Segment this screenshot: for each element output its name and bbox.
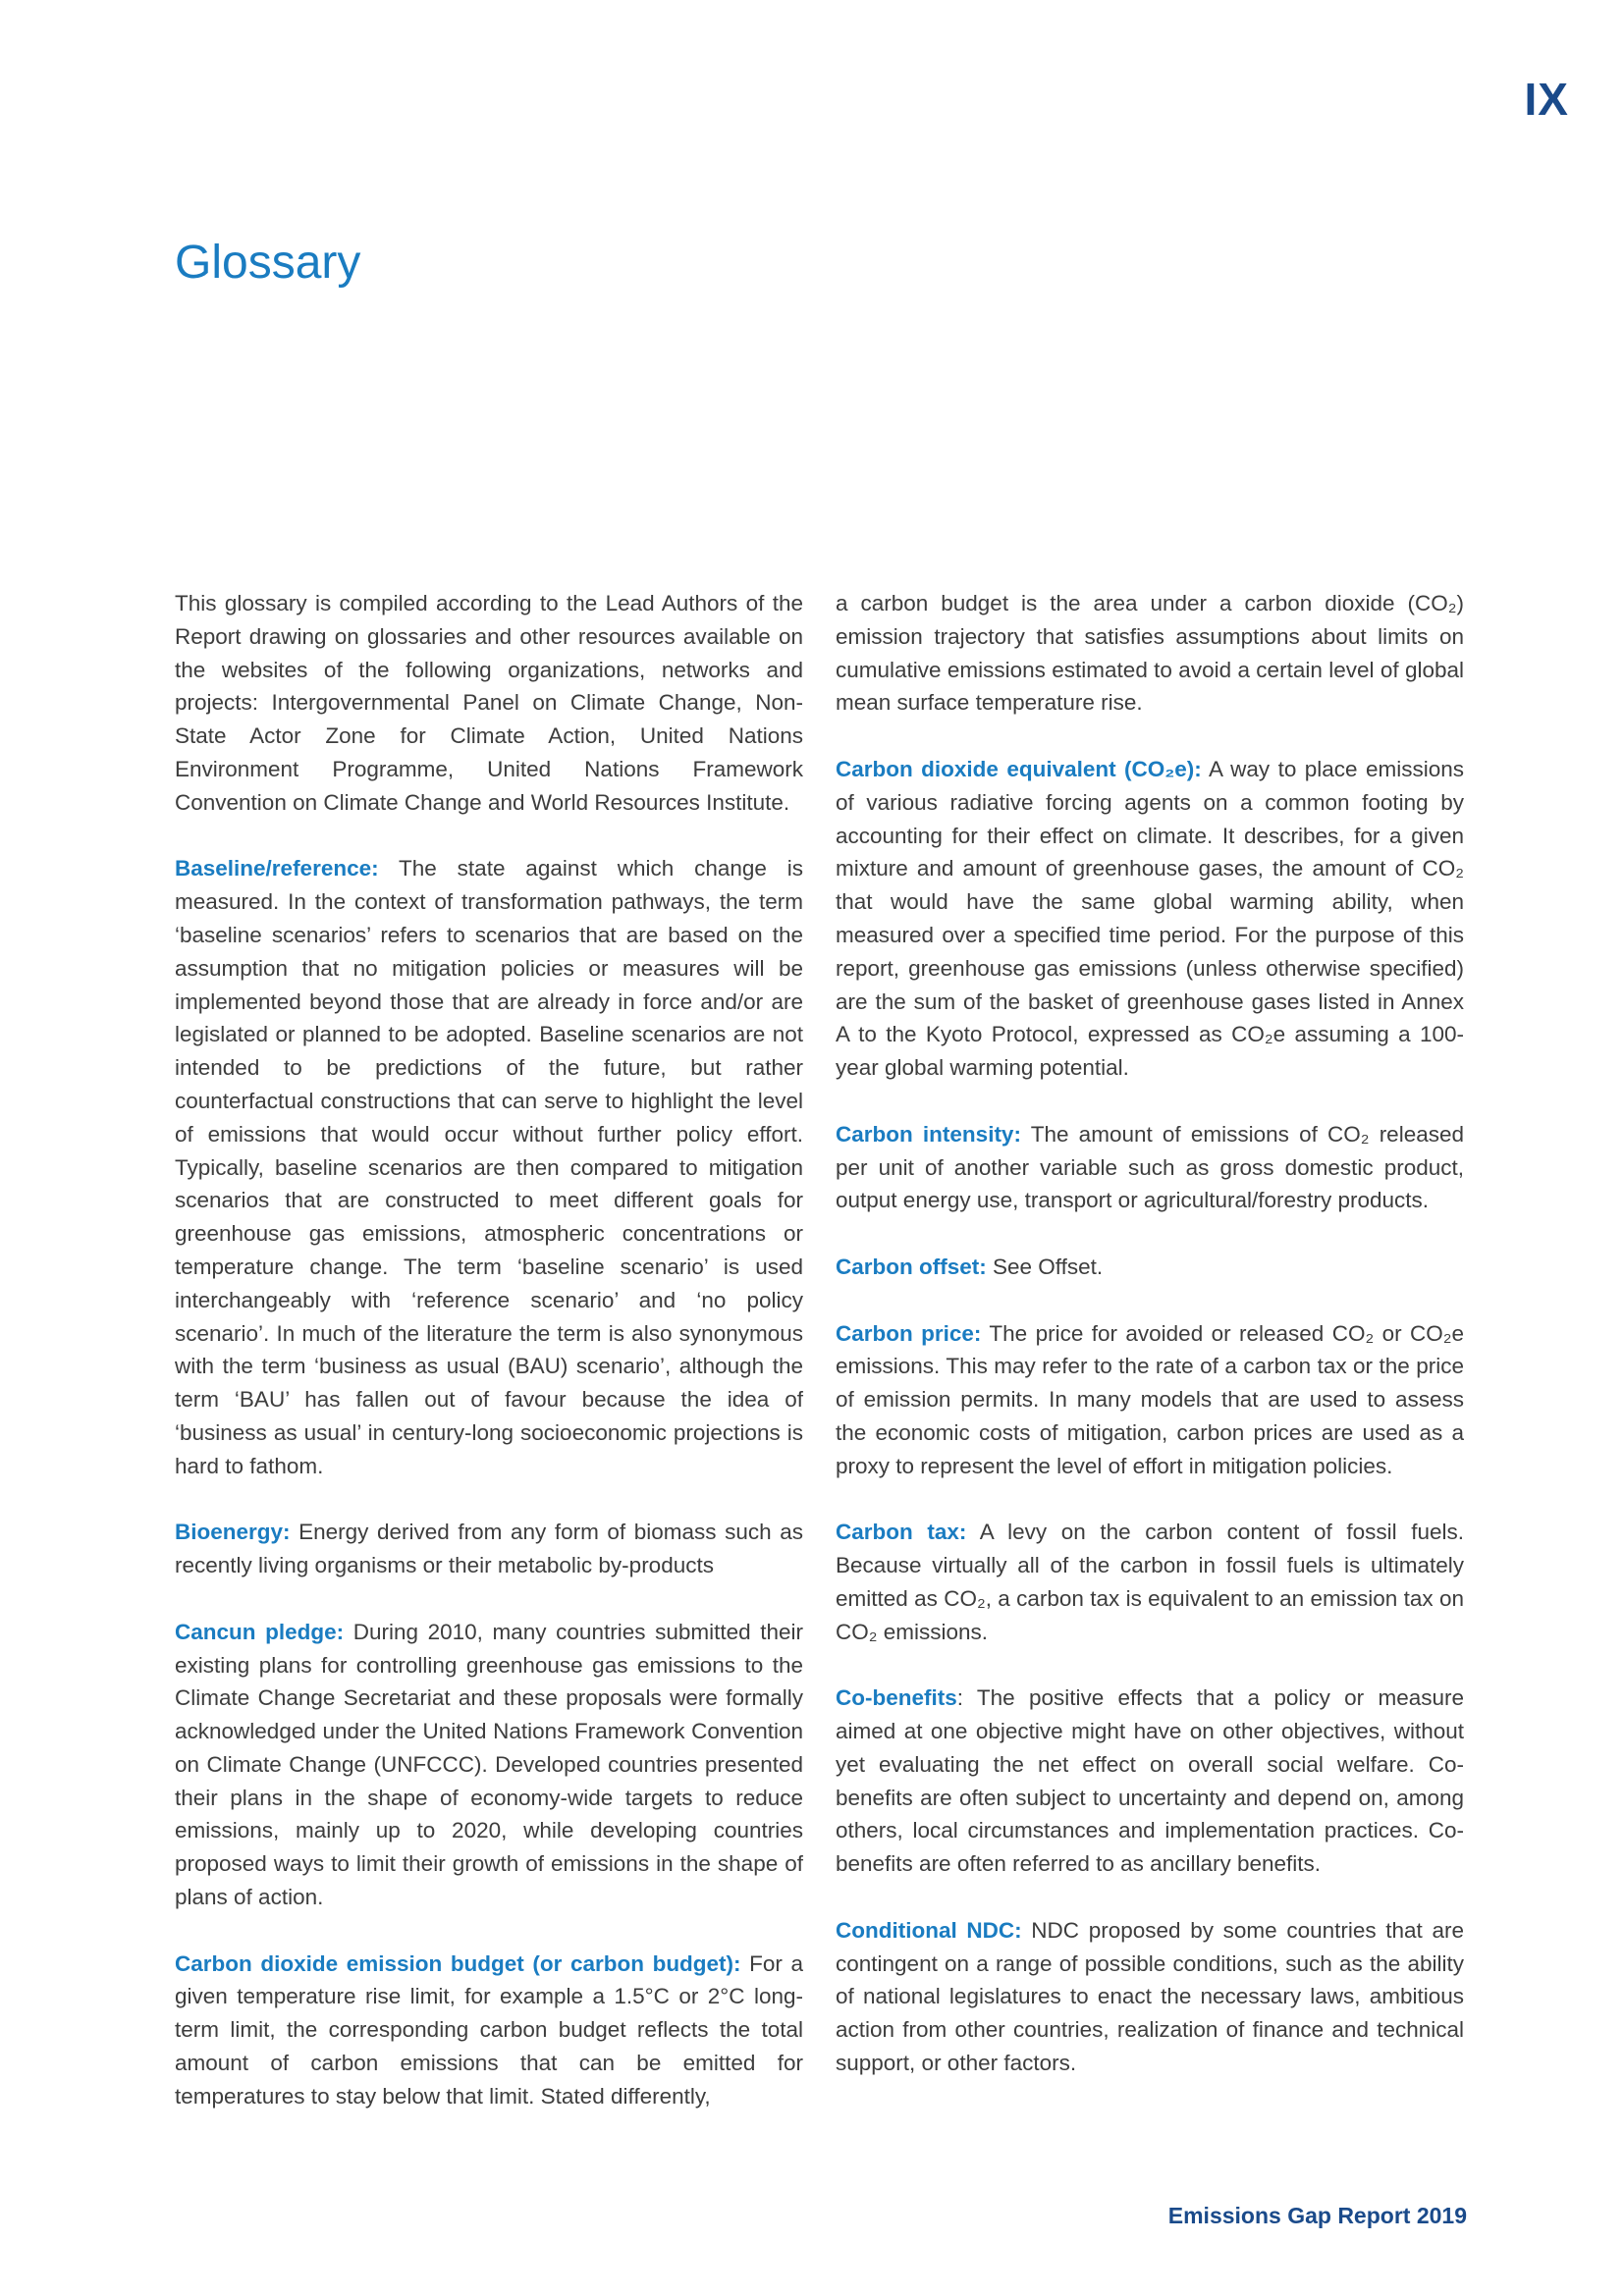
definition-price: The price for avoided or released CO₂ or CO₂e emissions. This may refer to the rate of a carbon tax or the price of emission permits. In many models that are used to assess the economic costs of mitigation, carbon prices are used as a proxy to represent the level of effort in mitigation policies. [836,1320,1464,1478]
term-cancun: Cancun pledge: [175,1619,345,1644]
term-cobenefits: Co-benefits [836,1685,957,1711]
definition-carbon-budget-part1: For a given temperature rise limit, for example a 1.5°C or 2°C long-term limit, the corresponding carbon budget reflects the total amount of carbon emissions that can be emitted for temperatures to stay below that limit. Stated differently, [175,1950,803,2109]
definition-intensity: The amount of emissions of CO₂ released per unit of another variable such as gross domestic product, output energy use, transport or agricultural/forestry products. [836,1121,1464,1213]
definition-co2e: A way to place emissions of various radiative forcing agents on a common footing by accounting for their effect on climate. It describes, for a given mixture and amount of greenhouse gases, the amount of CO₂ that would have the same global warming ability, when measured over a specified time period. For the purpose of this report, greenhouse gas emissions (unless otherwise specified) are the sum of the basket of greenhouse gases listed in Annex A to the Kyoto Protocol, expressed as CO₂e assuming a 100-year global warming potential. [836,756,1464,1081]
glossary-entry-price [836,1317,1464,1483]
glossary-entry-cancun [175,1616,803,1914]
glossary-entry-baseline [175,852,803,1482]
definition-tax: A levy on the carbon content of fossil fuels. Because virtually all of the carbon in fossil fuels is ultimately emitted as CO₂, a carbon tax is equivalent to an emission tax on CO₂ emissions. [836,1520,1465,1644]
definition-ndc: NDC proposed by some countries that are contingent on a range of possible conditions, such as the ability of national legislatures to enact the necessary laws, ambitious action from other countries, realization of finance and technical support, or other factors. [836,1917,1464,2076]
term-bioenergy: Bioenergy: [175,1520,291,1545]
glossary-entry-tax [836,1516,1464,1648]
definition-bioenergy: Energy derived from any form of biomass such as recently living organisms or their metabolic by-products [175,1520,803,1578]
term-intensity: Carbon intensity: [836,1121,1021,1147]
term-carbon-budget: Carbon dioxide emission budget (or carbon budget): [175,1950,741,1976]
definition-carbon-budget-part2: a carbon budget is the area under a carbon dioxide (CO₂) emission trajectory that satisfies assumptions about limits on cumulative emissions estimated to avoid a certain level of global mean surface temperature rise. [836,591,1464,716]
term-offset: Carbon offset: [836,1254,987,1279]
definition-offset: See Offset. [986,1254,1104,1279]
glossary-entry-cobenefits [836,1682,1464,1881]
right-column [836,587,1464,2113]
intro-paragraph: This glossary is compiled according to the Lead Authors of the Report drawing on glossaries and other resources available on the websites of the following organizations, networks and projects: Intergovernmental Panel on Climate Change, Non-State Actor Zone for Climate Action, United Nations Environment Programme, United Nations Framework Convention on Climate Change and World Resources Institute. [175,591,803,815]
definition-cancun: During 2010, many countries submitted their existing plans for controlling greenhouse gas emissions to the Climate Change Secretariat and these proposals were formally acknowledged under the United Nations Framework Convention on Climate Change (UNFCCC). Developed countries presented their plans in the shape of economy-wide targets to reduce emissions, mainly up to 2020, while developing countries proposed ways to limit their growth of emissions in the shape of plans of action. [175,1619,803,1910]
glossary-entry-offset [836,1251,1464,1284]
definition-cobenefits: : The positive effects that a policy or measure aimed at one objective might have on other objectives, without yet evaluating the net effect on overall social welfare. Co-benefits are often subject to uncertainty and depend on, among others, local circumstances and implementation practices. Co-benefits are often referred to as ancillary benefits. [836,1685,1464,1877]
term-tax: Carbon tax: [836,1520,967,1545]
footer-report-title: Emissions Gap Report 2019 [1167,2203,1467,2228]
glossary-entry-intensity [836,1118,1464,1217]
glossary-entry-bioenergy [175,1516,803,1582]
term-baseline: Baseline/reference: [175,856,379,881]
term-ndc: Conditional NDC: [836,1917,1022,1943]
glossary-entry-ndc [836,1914,1464,2080]
page-title: Glossary [175,237,361,290]
term-co2e: Carbon dioxide equivalent (CO₂e): [836,756,1202,781]
definition-baseline: The state against which change is measured. In the context of transformation pathways, the term ‘baseline scenarios’ refers to scenarios that are based on the assumption that no mitigation policies or measures will be implemented beyond those that are already in force and/or are legislated or planned to be adopted. Baseline scenarios are not intended to be predictions of the future, but rather counterfactual constructions that can serve to highlight the level of emissions that would occur without further policy effort. Typically, baseline scenarios are then compared to mitigation scenarios that are constructed to meet different goals for greenhouse gas emissions, atmospheric concentrations or temperature change. The term ‘baseline scenario’ is used interchangeably with ‘reference scenario’ and ‘no policy scenario’. In much of the literature the term is also synonymous with the term ‘business as usual (BAU) scenario’, although the term ‘BAU’ has fallen out of favour because the idea of ‘business as usual’ in century-long socioeconomic projections is hard to fathom. [175,856,803,1478]
term-price: Carbon price: [836,1320,982,1346]
left-column [175,587,803,2146]
glossary-entry-co2e [836,753,1464,1085]
chapter-number: IX [1524,74,1569,125]
glossary-entry-carbon-budget [175,1948,803,2113]
